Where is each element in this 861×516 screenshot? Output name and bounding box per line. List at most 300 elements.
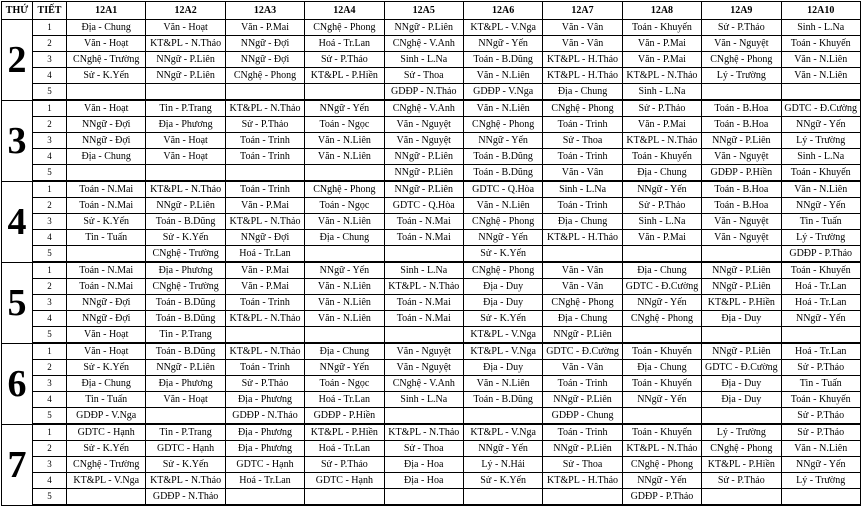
lesson-cell: NNgữ - P.Liên <box>146 52 225 68</box>
lesson-cell: Toán - Khuyến <box>622 149 701 165</box>
table-row <box>2 376 861 392</box>
lesson-cell: GDĐP - V.Nga <box>463 84 542 101</box>
period-number: 5 <box>33 246 67 263</box>
lesson-cell: KT&PL - H.Thảo <box>543 230 622 246</box>
lesson-cell: Toán - Khuyến <box>622 424 701 441</box>
lesson-cell: Tin - P.Trang <box>146 424 225 441</box>
day-label: 7 <box>2 424 33 505</box>
lesson-cell: KT&PL - N.Thảo <box>146 36 225 52</box>
lesson-cell: Địa - Chung <box>305 343 384 360</box>
lesson-cell: Toán - Ngọc <box>305 376 384 392</box>
lesson-cell: CNghệ - Phong <box>543 100 622 117</box>
lesson-cell: NNgữ - P.Liên <box>384 165 463 182</box>
lesson-cell <box>67 246 146 263</box>
period-number: 1 <box>33 343 67 360</box>
lesson-cell: NNgữ - Yến <box>781 117 860 133</box>
lesson-cell: Lý - N.Hải <box>463 457 542 473</box>
lesson-cell: NNgữ - Yến <box>463 36 542 52</box>
lesson-cell <box>384 327 463 344</box>
lesson-cell: NNgữ - Yến <box>622 473 701 489</box>
lesson-cell: Sử - K.Yến <box>67 360 146 376</box>
lesson-cell: NNgữ - Yến <box>622 392 701 408</box>
period-number: 3 <box>33 52 67 68</box>
lesson-cell: Toán - B.Dũng <box>463 392 542 408</box>
period-number: 4 <box>33 392 67 408</box>
header-class: 12A2 <box>146 2 225 20</box>
lesson-cell <box>463 408 542 425</box>
lesson-cell: GDĐP - P.Thảo <box>622 489 701 506</box>
lesson-cell: NNgữ - Đợi <box>67 295 146 311</box>
lesson-cell: Tin - Tuấn <box>781 376 860 392</box>
lesson-cell: Toán - N.Mai <box>384 295 463 311</box>
lesson-cell: Địa - Phương <box>225 424 304 441</box>
lesson-cell: NNgữ - Yến <box>305 100 384 117</box>
lesson-cell: KT&PL - V.Nga <box>463 424 542 441</box>
lesson-cell: Toán - Trinh <box>225 360 304 376</box>
header-class: 12A5 <box>384 2 463 20</box>
lesson-cell: GDTC - Hạnh <box>67 424 146 441</box>
period-number: 2 <box>33 441 67 457</box>
lesson-cell: KT&PL - N.Thảo <box>384 424 463 441</box>
lesson-cell: Tin - Tuấn <box>67 392 146 408</box>
lesson-cell: Văn - Hoạt <box>67 343 146 360</box>
lesson-cell: Sử - P.Thảo <box>781 424 860 441</box>
table-row <box>2 343 861 360</box>
period-number: 3 <box>33 376 67 392</box>
lesson-cell: Địa - Chung <box>622 262 701 279</box>
lesson-cell: Hoá - Tr.Lan <box>305 441 384 457</box>
lesson-cell <box>305 327 384 344</box>
lesson-cell: CNghệ - Phong <box>463 262 542 279</box>
lesson-cell: Địa - Chung <box>543 214 622 230</box>
lesson-cell: Địa - Duy <box>702 311 781 327</box>
lesson-cell: Tin - P.Trang <box>146 100 225 117</box>
lesson-cell: Sử - P.Thảo <box>781 408 860 425</box>
lesson-cell: Lý - Trường <box>702 424 781 441</box>
lesson-cell: Văn - Hoạt <box>146 20 225 36</box>
lesson-cell: CNghệ - V.Anh <box>384 100 463 117</box>
timetable <box>1 1 861 506</box>
lesson-cell: Sử - K.Yến <box>146 230 225 246</box>
lesson-cell: Toán - Trinh <box>225 133 304 149</box>
lesson-cell: Văn - Nguyệt <box>384 360 463 376</box>
period-number: 3 <box>33 133 67 149</box>
table-row <box>2 473 861 489</box>
lesson-cell <box>781 489 860 506</box>
lesson-cell: CNghệ - Trường <box>146 246 225 263</box>
lesson-cell: KT&PL - N.Thảo <box>225 100 304 117</box>
lesson-cell <box>463 489 542 506</box>
lesson-cell: Văn - N.Liên <box>463 198 542 214</box>
lesson-cell: Văn - Hoạt <box>67 36 146 52</box>
lesson-cell: NNgữ - P.Liên <box>543 441 622 457</box>
lesson-cell: Địa - Duy <box>702 392 781 408</box>
lesson-cell: GDTC - Q.Hòa <box>463 181 542 198</box>
lesson-cell: Văn - Nguyệt <box>384 343 463 360</box>
lesson-cell <box>702 327 781 344</box>
lesson-cell <box>225 327 304 344</box>
lesson-cell: NNgữ - Đợi <box>225 36 304 52</box>
lesson-cell: Toán - Ngọc <box>305 198 384 214</box>
lesson-cell: Sử - Thoa <box>543 133 622 149</box>
lesson-cell: GDĐP - Chung <box>543 408 622 425</box>
lesson-cell: Hoá - Tr.Lan <box>305 392 384 408</box>
lesson-cell: GDĐP - N.Thảo <box>384 84 463 101</box>
lesson-cell: Toán - N.Mai <box>384 214 463 230</box>
lesson-cell: Sinh - L.Na <box>622 84 701 101</box>
lesson-cell: Toán - B.Dũng <box>463 52 542 68</box>
header-class: 12A1 <box>67 2 146 20</box>
lesson-cell: CNghệ - Phong <box>225 68 304 84</box>
lesson-cell: Sử - K.Yến <box>67 441 146 457</box>
lesson-cell: Văn - Nguyệt <box>702 230 781 246</box>
lesson-cell <box>781 327 860 344</box>
lesson-cell <box>702 489 781 506</box>
lesson-cell: Địa - Phương <box>225 392 304 408</box>
header-class: 12A10 <box>781 2 860 20</box>
lesson-cell: Sinh - L.Na <box>384 392 463 408</box>
lesson-cell: GDTC - Hạnh <box>225 457 304 473</box>
lesson-cell: Toán - Trinh <box>225 181 304 198</box>
lesson-cell: Địa - Chung <box>622 165 701 182</box>
lesson-cell: KT&PL - P.Hiền <box>702 295 781 311</box>
lesson-cell: Sử - P.Thảo <box>305 52 384 68</box>
lesson-cell: Văn - Nguyệt <box>702 36 781 52</box>
lesson-cell: Địa - Phương <box>146 262 225 279</box>
lesson-cell: NNgữ - Yến <box>305 262 384 279</box>
lesson-cell: NNgữ - P.Liên <box>146 360 225 376</box>
lesson-cell: Toán - Trinh <box>543 424 622 441</box>
lesson-cell: Địa - Duy <box>463 295 542 311</box>
lesson-cell: CNghệ - Phong <box>463 117 542 133</box>
lesson-cell: NNgữ - P.Liên <box>543 327 622 344</box>
lesson-cell: Địa - Chung <box>305 230 384 246</box>
header-class: 12A6 <box>463 2 542 20</box>
lesson-cell: Toán - Khuyến <box>622 20 701 36</box>
lesson-cell: Sử - P.Thảo <box>305 457 384 473</box>
lesson-cell: Địa - Chung <box>67 20 146 36</box>
lesson-cell: CNghệ - Phong <box>543 295 622 311</box>
lesson-cell: Toán - Trinh <box>543 149 622 165</box>
lesson-cell: Sử - K.Yến <box>67 214 146 230</box>
lesson-cell: GDĐP - V.Nga <box>67 408 146 425</box>
header-class: 12A7 <box>543 2 622 20</box>
period-number: 5 <box>33 327 67 344</box>
lesson-cell: KT&PL - N.Thảo <box>622 133 701 149</box>
lesson-cell: Toán - N.Mai <box>384 230 463 246</box>
period-number: 1 <box>33 20 67 36</box>
lesson-cell: GDTC - Đ.Cường <box>622 279 701 295</box>
lesson-cell: Địa - Phương <box>146 117 225 133</box>
lesson-cell: Văn - N.Liên <box>781 52 860 68</box>
period-number: 4 <box>33 149 67 165</box>
lesson-cell: Văn - Hoạt <box>146 149 225 165</box>
lesson-cell: Văn - N.Liên <box>305 149 384 165</box>
lesson-cell: CNghệ - Phong <box>702 52 781 68</box>
lesson-cell: Văn - Vân <box>543 262 622 279</box>
lesson-cell: Văn - Nguyệt <box>384 133 463 149</box>
lesson-cell: Toán - B.Dũng <box>146 311 225 327</box>
lesson-cell: NNgữ - P.Liên <box>543 392 622 408</box>
lesson-cell: KT&PL - N.Thảo <box>384 279 463 295</box>
lesson-cell: Sử - Thoa <box>543 457 622 473</box>
header-class: 12A3 <box>225 2 304 20</box>
lesson-cell: Văn - N.Liên <box>463 100 542 117</box>
period-number: 5 <box>33 408 67 425</box>
lesson-cell: GDĐP - P.Hiền <box>702 165 781 182</box>
table-row <box>2 84 861 101</box>
table-row <box>2 327 861 344</box>
lesson-cell: NNgữ - Yến <box>622 181 701 198</box>
lesson-cell: Tin - P.Trang <box>146 327 225 344</box>
lesson-cell: Toán - Ngọc <box>305 117 384 133</box>
lesson-cell: CNghệ - V.Anh <box>384 376 463 392</box>
lesson-cell: CNghệ - Trường <box>146 279 225 295</box>
lesson-cell: NNgữ - P.Liên <box>702 279 781 295</box>
lesson-cell: Sinh - L.Na <box>543 181 622 198</box>
header-class: 12A9 <box>702 2 781 20</box>
lesson-cell: NNgữ - Đợi <box>225 52 304 68</box>
lesson-cell <box>384 408 463 425</box>
lesson-cell: Văn - N.Liên <box>463 376 542 392</box>
lesson-cell: Toán - B.Hoa <box>702 198 781 214</box>
lesson-cell: CNghệ - Trường <box>67 457 146 473</box>
lesson-cell: Toán - Trinh <box>225 295 304 311</box>
table-row <box>2 392 861 408</box>
lesson-cell: Hoá - Tr.Lan <box>225 246 304 263</box>
lesson-cell: NNgữ - Đợi <box>67 311 146 327</box>
lesson-cell: Sử - Thoa <box>384 441 463 457</box>
lesson-cell <box>543 246 622 263</box>
lesson-cell: Văn - Nguyệt <box>702 149 781 165</box>
lesson-cell: Hoá - Tr.Lan <box>305 36 384 52</box>
lesson-cell: Sinh - L.Na <box>622 214 701 230</box>
lesson-cell: Văn - N.Liên <box>781 441 860 457</box>
table-row <box>2 262 861 279</box>
lesson-cell: NNgữ - P.Liên <box>384 20 463 36</box>
lesson-cell: Hoá - Tr.Lan <box>225 473 304 489</box>
period-number: 2 <box>33 360 67 376</box>
lesson-cell: Địa - Phương <box>225 441 304 457</box>
lesson-cell: Toán - Trinh <box>543 198 622 214</box>
lesson-cell: Văn - Vân <box>543 165 622 182</box>
table-row <box>2 408 861 425</box>
lesson-cell: GDĐP - P.Hiền <box>305 408 384 425</box>
lesson-cell: KT&PL - N.Thảo <box>622 68 701 84</box>
table-row <box>2 20 861 36</box>
lesson-cell: Toán - B.Hoa <box>702 100 781 117</box>
lesson-cell: NNgữ - P.Liên <box>384 181 463 198</box>
lesson-cell: Văn - Vân <box>543 360 622 376</box>
lesson-cell <box>225 84 304 101</box>
period-number: 4 <box>33 311 67 327</box>
lesson-cell: Địa - Duy <box>463 360 542 376</box>
lesson-cell: KT&PL - N.Thảo <box>225 214 304 230</box>
lesson-cell: Văn - N.Liên <box>305 295 384 311</box>
period-number: 5 <box>33 165 67 182</box>
lesson-cell: Sử - K.Yến <box>463 311 542 327</box>
lesson-cell <box>622 246 701 263</box>
header-class: 12A4 <box>305 2 384 20</box>
lesson-cell: NNgữ - P.Liên <box>384 149 463 165</box>
timetable-body <box>2 20 861 506</box>
lesson-cell: Văn - P.Mai <box>622 230 701 246</box>
lesson-cell <box>622 327 701 344</box>
lesson-cell: Toán - N.Mai <box>67 262 146 279</box>
lesson-cell: Văn - N.Liên <box>463 68 542 84</box>
lesson-cell: Sử - K.Yến <box>463 473 542 489</box>
day-label: 2 <box>2 20 33 101</box>
lesson-cell: Toán - N.Mai <box>67 279 146 295</box>
lesson-cell: Địa - Chung <box>543 84 622 101</box>
lesson-cell: Lý - Trường <box>781 133 860 149</box>
lesson-cell: Địa - Duy <box>463 279 542 295</box>
lesson-cell: Toán - B.Dũng <box>146 214 225 230</box>
lesson-cell: Toán - Khuyến <box>622 376 701 392</box>
lesson-cell: Hoá - Tr.Lan <box>781 343 860 360</box>
lesson-cell: Toán - B.Hoa <box>702 181 781 198</box>
lesson-cell: CNghệ - V.Anh <box>384 36 463 52</box>
lesson-cell <box>305 246 384 263</box>
lesson-cell: Toán - Khuyến <box>781 36 860 52</box>
lesson-cell: GDĐP - N.Thảo <box>225 408 304 425</box>
lesson-cell <box>305 165 384 182</box>
lesson-cell: NNgữ - Yến <box>781 457 860 473</box>
lesson-cell: Toán - Trinh <box>225 149 304 165</box>
lesson-cell: Địa - Chung <box>543 311 622 327</box>
lesson-cell: NNgữ - Yến <box>781 198 860 214</box>
lesson-cell <box>225 489 304 506</box>
day-label: 4 <box>2 181 33 262</box>
table-row <box>2 149 861 165</box>
lesson-cell: Toán - N.Mai <box>67 198 146 214</box>
lesson-cell: Văn - P.Mai <box>225 198 304 214</box>
period-number: 2 <box>33 36 67 52</box>
header-day: THỨ <box>2 2 33 20</box>
lesson-cell <box>67 489 146 506</box>
lesson-cell: CNghệ - Phong <box>622 311 701 327</box>
lesson-cell: Văn - Hoạt <box>146 133 225 149</box>
lesson-cell <box>67 165 146 182</box>
lesson-cell: GDTC - Đ.Cường <box>781 100 860 117</box>
table-row <box>2 214 861 230</box>
table-row <box>2 457 861 473</box>
lesson-cell: GDĐP - P.Thảo <box>781 246 860 263</box>
lesson-cell: NNgữ - Đợi <box>225 230 304 246</box>
period-number: 4 <box>33 68 67 84</box>
lesson-cell: NNgữ - Đợi <box>67 117 146 133</box>
lesson-cell: NNgữ - Yến <box>463 441 542 457</box>
lesson-cell: Văn - Hoạt <box>67 327 146 344</box>
table-row <box>2 133 861 149</box>
period-number: 1 <box>33 262 67 279</box>
lesson-cell: KT&PL - N.Thảo <box>225 343 304 360</box>
lesson-cell: KT&PL - N.Thảo <box>225 311 304 327</box>
lesson-cell <box>384 489 463 506</box>
lesson-cell: KT&PL - P.Hiền <box>305 424 384 441</box>
lesson-cell: Sinh - L.Na <box>384 52 463 68</box>
lesson-cell: CNghệ - Phong <box>702 441 781 457</box>
lesson-cell: KT&PL - P.Hiền <box>305 68 384 84</box>
lesson-cell: CNghệ - Trường <box>67 52 146 68</box>
lesson-cell: Toán - Khuyến <box>781 392 860 408</box>
table-row <box>2 198 861 214</box>
table-row <box>2 52 861 68</box>
lesson-cell: Sử - P.Thảo <box>225 376 304 392</box>
lesson-cell: NNgữ - P.Liên <box>702 133 781 149</box>
lesson-cell: Tin - Tuấn <box>781 214 860 230</box>
lesson-cell: GDĐP - N.Thảo <box>146 489 225 506</box>
lesson-cell: NNgữ - P.Liên <box>146 68 225 84</box>
period-number: 3 <box>33 295 67 311</box>
lesson-cell: Địa - Chung <box>67 376 146 392</box>
period-number: 5 <box>33 84 67 101</box>
day-label: 5 <box>2 262 33 343</box>
lesson-cell <box>305 489 384 506</box>
lesson-cell: CNghệ - Phong <box>305 181 384 198</box>
table-row <box>2 68 861 84</box>
lesson-cell: Văn - Vân <box>543 279 622 295</box>
lesson-cell: Toán - N.Mai <box>67 181 146 198</box>
lesson-cell: NNgữ - P.Liên <box>702 343 781 360</box>
lesson-cell: Địa - Chung <box>67 149 146 165</box>
table-row <box>2 311 861 327</box>
lesson-cell: Toán - N.Mai <box>384 311 463 327</box>
table-row <box>2 279 861 295</box>
lesson-cell: Hoá - Tr.Lan <box>781 295 860 311</box>
lesson-cell: Địa - Hoa <box>384 457 463 473</box>
lesson-cell: Sinh - L.Na <box>781 149 860 165</box>
lesson-cell: CNghệ - Phong <box>305 20 384 36</box>
period-number: 1 <box>33 181 67 198</box>
period-number: 2 <box>33 117 67 133</box>
lesson-cell: Văn - Vân <box>543 20 622 36</box>
lesson-cell: Sử - K.Yến <box>67 68 146 84</box>
period-number: 3 <box>33 214 67 230</box>
lesson-cell <box>146 408 225 425</box>
lesson-cell <box>67 84 146 101</box>
lesson-cell: NNgữ - P.Liên <box>146 198 225 214</box>
lesson-cell: NNgữ - Yến <box>463 133 542 149</box>
lesson-cell: Tin - Tuấn <box>67 230 146 246</box>
lesson-cell: Lý - Trường <box>702 68 781 84</box>
lesson-cell: Văn - P.Mai <box>225 262 304 279</box>
header-row <box>2 2 861 20</box>
lesson-cell: Toán - B.Dũng <box>146 295 225 311</box>
period-number: 4 <box>33 473 67 489</box>
lesson-cell: KT&PL - V.Nga <box>463 20 542 36</box>
lesson-cell: CNghệ - Phong <box>622 457 701 473</box>
lesson-cell: KT&PL - N.Thảo <box>146 181 225 198</box>
lesson-cell <box>146 84 225 101</box>
period-number: 4 <box>33 230 67 246</box>
lesson-cell: Sử - K.Yến <box>146 457 225 473</box>
lesson-cell: Văn - Nguyệt <box>702 214 781 230</box>
lesson-cell: Địa - Chung <box>622 360 701 376</box>
lesson-cell: Sinh - L.Na <box>781 20 860 36</box>
lesson-cell: NNgữ - Yến <box>622 295 701 311</box>
table-row <box>2 181 861 198</box>
lesson-cell: Văn - N.Liên <box>305 311 384 327</box>
day-label: 6 <box>2 343 33 424</box>
lesson-cell: Toán - B.Dũng <box>463 149 542 165</box>
lesson-cell: Văn - N.Liên <box>305 279 384 295</box>
lesson-cell: Sử - P.Thảo <box>781 360 860 376</box>
lesson-cell: NNgữ - Yến <box>781 311 860 327</box>
day-label: 3 <box>2 100 33 181</box>
table-row <box>2 117 861 133</box>
lesson-cell: KT&PL - V.Nga <box>463 327 542 344</box>
